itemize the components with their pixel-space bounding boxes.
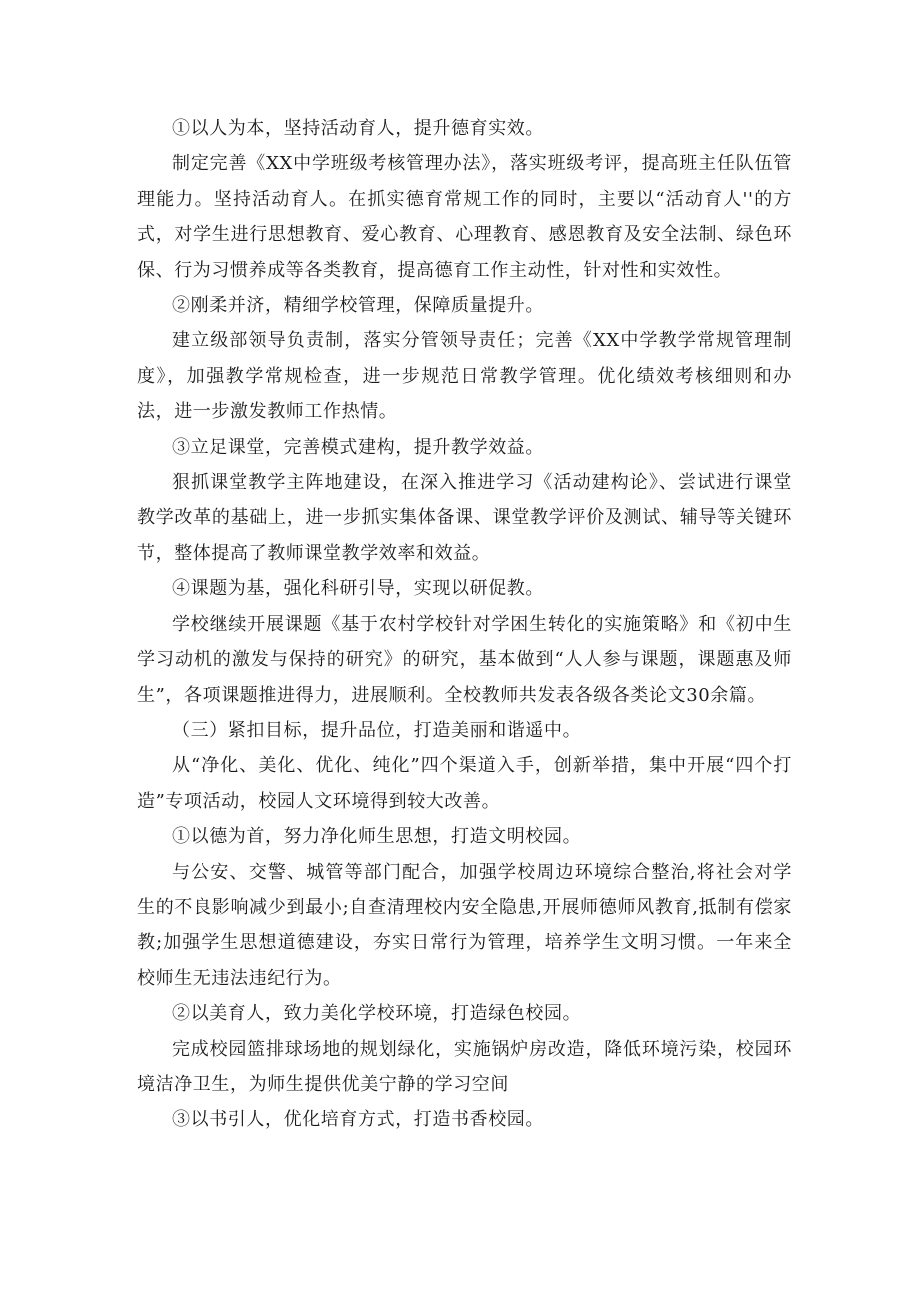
subheading-people-oriented: ①以人为本，坚持活动育人，提升德育实效。 [172,118,544,139]
paragraph-leadership-system: 建立级部领导负责制，落实分管领导责任；完善《XX中学教学常规管理制度》，加强教学常规检查，进一步规范日常教学管理。优化绩效考核细则和办法，进一步激发教师工作热情。 [137,330,792,423]
paragraph-class-assessment: 制定完善《XX中学班级考核管理办法》，落实班级考评，提高班主任队伍管理能力。坚持活动育人。在抓实德育常规工作的同时，主要以“活动育人''的方式，对学生进行思想教育、爱心教育、心理教育、感恩教育及安全法制、绿色环保、行为习惯养成等各类教育，提高德育工作主动性，针对性和实效性。 [137,153,792,281]
paragraph-four-channels: 从“净化、美化、优化、纯化”四个渠道入手，创新举措，集中开展“四个打造”专项活动，校园人文环境得到较大改善。 [137,755,792,812]
paragraph-classroom-teaching: 狠抓课堂教学主阵地建设，在深入推进学习《活动建构论》、尝试进行课堂教学改革的基础上，进一步抓实集体备课、课堂教学评价及测试、辅导等关键环节，整体提高了教师课堂教学效率和效益。 [137,472,792,564]
subheading-moral-first: ①以德为首，努力净化师生思想，打造文明校园。 [172,826,582,848]
subheading-books: ③以书引人，优化培育方式，打造书香校园。 [172,1109,544,1131]
document-body [137,111,792,1138]
subheading-research: ④课题为基，强化科研引导，实现以研促教。 [172,578,544,600]
paragraph-safety-environment: 与公安、交警、城管等部门配合，加强学校周边环境综合整治,将社会对学生的不良影响减少到最小;自查清理校内安全隐患,开展师德师风教育,抵制有偿家教;加强学生思想道德建设，夯实日常行为管理，培养学生文明习惯。一年来全校师生无违法违纪行为。 [137,861,792,989]
subheading-management: ②刚柔并济，精细学校管理，保障质量提升。 [172,295,544,317]
paragraph-green-campus: 完成校园篮排球场地的规划绿化，实施锅炉房改造，降低环境污染，校园环境洁净卫生，为师生提供优美宁静的学习空间 [137,1038,792,1095]
subheading-beauty: ②以美育人，致力美化学校环境，打造绿色校园。 [172,1003,582,1025]
section-heading-three: （三）紧扣目标，提升品位，打造美丽和谐遥中。 [172,719,582,741]
paragraph-research-projects: 学校继续开展课题《基于农村学校针对学困生转化的实施策略》和《初中生学习动机的激发与保持的研究》的研究，基本做到“人人参与课题，课题惠及师生”，各项课题推进得力，进展顺利。全校教师共发表各级各类论文30余篇。 [137,613,792,706]
subheading-classroom: ③立足课堂，完善模式建构，提升教学效益。 [172,436,544,458]
